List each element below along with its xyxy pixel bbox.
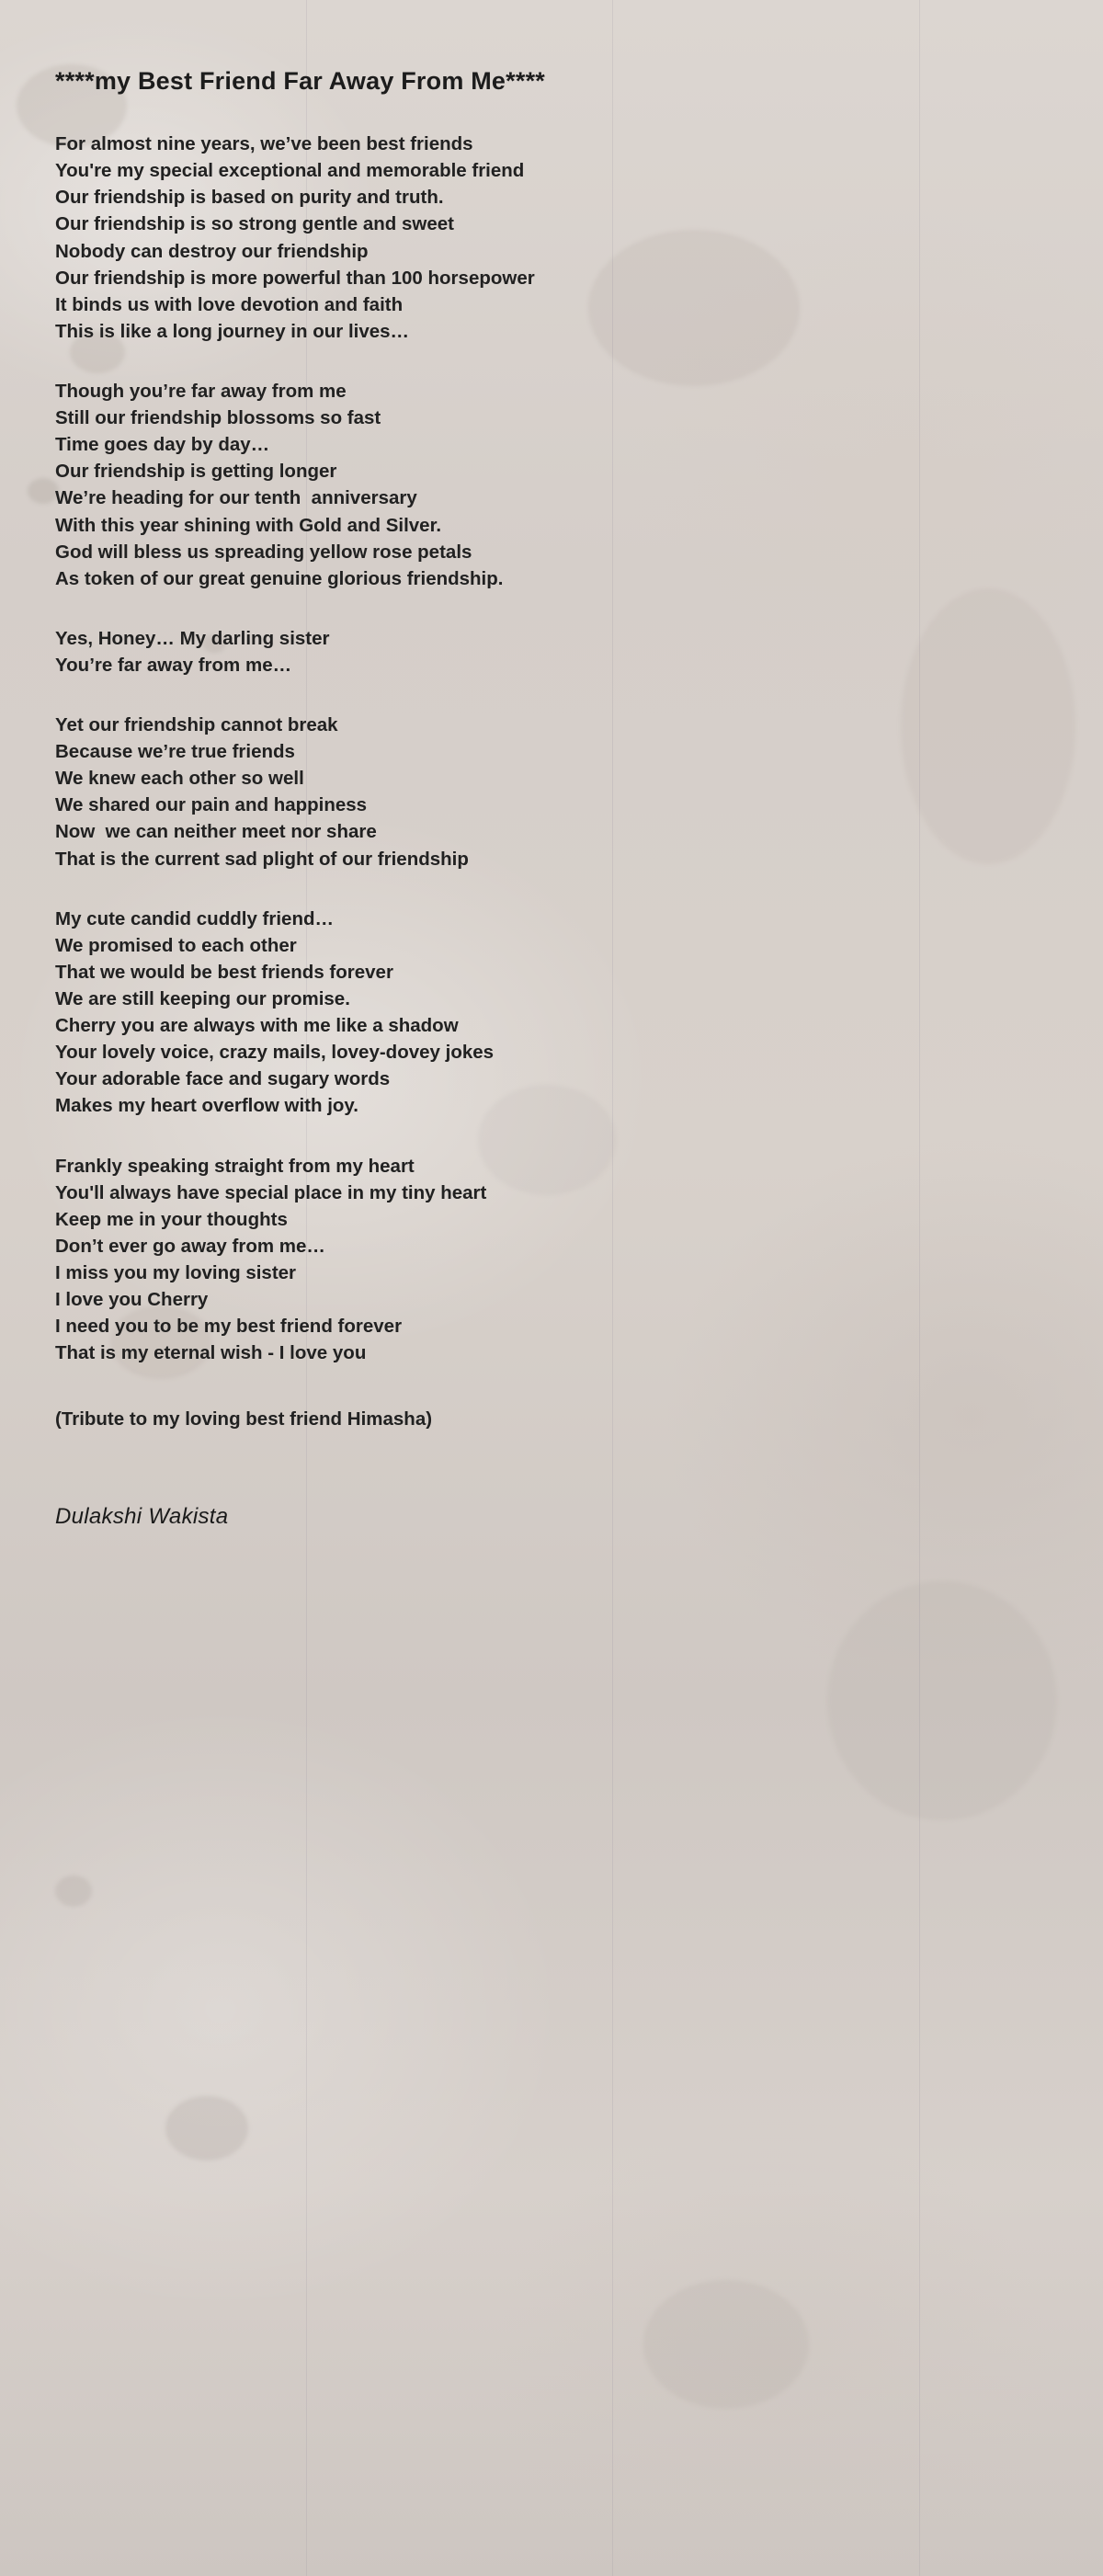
- poem-line: Still our friendship blossoms so fast: [55, 407, 381, 429]
- poem-line: With this year shining with Gold and Silver.: [55, 514, 442, 536]
- poem-line: That is my eternal wish - I love you: [55, 1342, 367, 1364]
- poem-line: God will bless us spreading yellow rose petals: [55, 541, 472, 563]
- poem-line: Our friendship is getting longer: [55, 461, 337, 483]
- poem-stanza: [55, 378, 1048, 592]
- paper-blotch-icon: [827, 1581, 1057, 1820]
- poem-line: Don’t ever go away from me…: [55, 1235, 325, 1257]
- poem-stanza: [55, 712, 1048, 872]
- poem-line: I love you Cherry: [55, 1289, 209, 1311]
- poem-line: Now we can neither meet nor share: [55, 821, 377, 843]
- poem-line: Frankly speaking straight from my heart: [55, 1155, 415, 1177]
- poem-line: We knew each other so well: [55, 768, 304, 790]
- poem-line: We promised to each other: [55, 934, 297, 956]
- poem-line: We shared our pain and happiness: [55, 794, 368, 816]
- paper-blotch-icon: [643, 2280, 809, 2409]
- poem-body: [55, 131, 1048, 1366]
- poem-content: [0, 17, 1103, 1530]
- poem-line: That we would be best friends forever: [55, 961, 393, 983]
- poem-line: Because we’re true friends: [55, 741, 295, 763]
- poem-line: You're my special exceptional and memorable friend: [55, 160, 525, 182]
- poem-line: Our friendship is based on purity and truth.: [55, 187, 444, 209]
- poem-line: I need you to be my best friend forever: [55, 1316, 403, 1338]
- page-title: ****my Best Friend Far Away From Me****: [55, 67, 545, 96]
- poem-line: Our friendship is more powerful than 100 horsepower: [55, 267, 535, 289]
- poem-line: Time goes day by day…: [55, 434, 270, 456]
- poem-line: You'll always have special place in my tiny heart: [55, 1181, 487, 1203]
- poem-stanza: [55, 625, 1048, 678]
- poem-line: We are still keeping our promise.: [55, 988, 350, 1010]
- poem-line: Yes, Honey… My darling sister: [55, 627, 330, 649]
- poem-line: We’re heading for our tenth anniversary: [55, 487, 417, 509]
- poem-line: You’re far away from me…: [55, 654, 292, 676]
- poem-line: I miss you my loving sister: [55, 1262, 297, 1284]
- dedication-note: (Tribute to my loving best friend Himasha): [55, 1408, 433, 1430]
- poem-line: Cherry you are always with me like a shadow: [55, 1015, 459, 1037]
- poem-line: That is the current sad plight of our friendship: [55, 848, 469, 870]
- poem-line: This is like a long journey in our lives…: [55, 320, 410, 342]
- poem-stanza: [55, 906, 1048, 1120]
- poem-line: Though you’re far away from me: [55, 380, 347, 402]
- poem-line: Nobody can destroy our friendship: [55, 240, 369, 262]
- paper-blotch-icon: [55, 1875, 92, 1907]
- poem-line: My cute candid cuddly friend…: [55, 907, 334, 929]
- author-name: Dulakshi Wakista: [55, 1504, 229, 1530]
- poem-line: Makes my heart overflow with joy.: [55, 1095, 358, 1117]
- poem-line: It binds us with love devotion and faith: [55, 293, 404, 315]
- paper-blotch-icon: [165, 2096, 248, 2160]
- poem-line: For almost nine years, we’ve been best friends: [55, 133, 473, 155]
- poem-line: As token of our great genuine glorious friendship.: [55, 567, 504, 589]
- poem-line: Your lovely voice, crazy mails, lovey-dovey jokes: [55, 1042, 495, 1064]
- poem-line: Our friendship is so strong gentle and sweet: [55, 213, 454, 235]
- poem-line: Keep me in your thoughts: [55, 1208, 288, 1230]
- poem-line: Yet our friendship cannot break: [55, 714, 338, 736]
- poem-stanza: [55, 131, 1048, 345]
- poem-stanza: [55, 1153, 1048, 1367]
- poem-line: Your adorable face and sugary words: [55, 1068, 391, 1090]
